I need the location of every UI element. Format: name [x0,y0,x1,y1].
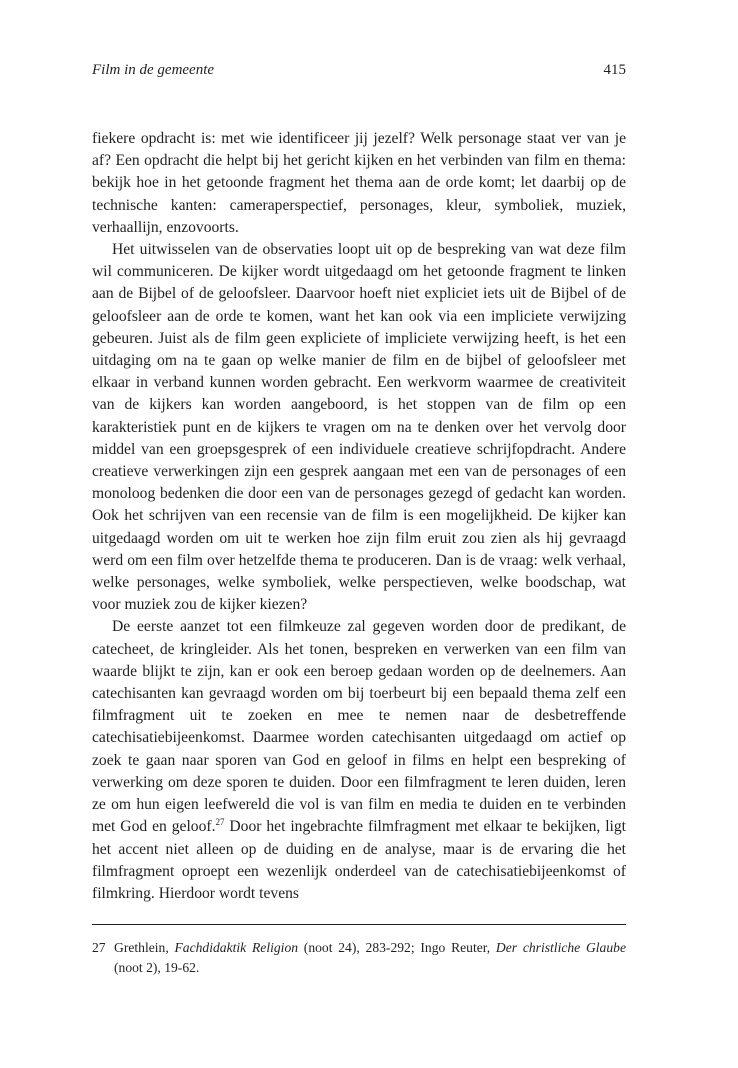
footnote-ref-1: (noot 24), 283-292; Ingo Reuter, [298,940,496,955]
paragraph-2: Het uitwisselen van de observaties loopt uit op de bespreking van wat deze film wil communiceren. De kijker wordt uitgedaagd om het getoonde fragment te linken aan de Bijbel of de geloofsleer. Daarvoor hoeft niet expliciet iets uit de Bijbel of de geloofsleer aan de orde te komen, want het kan ook via een impliciete verwijzing gebeuren. Juist als de film geen expliciete of impliciete verwijzing heeft, is het een uitdaging om na te gaan op welke manier de film en de bijbel of geloofsleer met elkaar in verband kunnen worden gebracht. Een werkvorm waarmee de creativiteit van de kijkers kan worden aangeboord, is het stoppen van de film op een karakteristiek punt en de kijkers te vragen om na te denken over het vervolg door middel van een groepsgesprek of een individuele creatieve schrijfopdracht. Andere creatieve verwerkingen zijn een gesprek aangaan met een van de personages of een monoloog bedenken die door een van de personages gezegd of gedacht kan worden. Ook het schrijven van een recensie van de film is een mogelijkheid. De kijker kan uitgedaagd worden om uit te werken hoe zijn film eruit zou zien als hij gevraagd werd om een film over hetzelfde thema te produceren. Dan is de vraag: welk verhaal, welke personages, welke symboliek, welke perspectieven, welke boodschap, wat voor muziek zou de kijker kiezen? [92,241,626,614]
page-number: 415 [603,62,626,78]
footnote-reference-27[interactable]: 27 [215,817,225,828]
paragraph-3-text: De eerste aanzet tot een filmkeuze zal gegeven worden door de predikant, de catecheet, de kringleider. Als het tonen, bespreken en verwerken van een film van waarde blijkt te zijn, kan er ook een beroep gedaan worden op de deelnemers. Aan catechisanten kan gevraagd worden om bij toerbeurt bij een bepaald thema zelf een filmfragment uit te zoeken en mee te nemen naar de desbetreffende catechisatiebijeenkomst. Daarmee worden catechisanten uitgedaagd om actief op zoek te gaan naar sporen van God en geloof in films en helpt een bespreking of verwerking om deze sporen te duiden. Door een filmfragment te leren duiden, leren ze om hun eigen leefwereld die vol is van film en media te duiden en te verbinden met God en geloof. [92,618,626,836]
paragraph-1: fiekere opdracht is: met wie identificeer jij jezelf? Welk personage staat ver van je af? Een opdracht die helpt bij het gericht kijken en het verbinden van film en thema: bekijk hoe in het getoonde fragment het thema aan de orde komt; let daarbij op de technische kanten: cameraperspectief, personages, kleur, symboliek, muziek, verhaallijn, enzovoorts. [92,130,626,236]
footnote-27 [92,938,626,978]
footnote-divider [92,924,626,925]
footnote-number: 27 [92,940,106,955]
paragraph-3-continuation: Door het ingebrachte filmfragment met elkaar te bekijken, ligt het accent niet alleen op de duiding en de analyse, maar is de ervaring die het filmfragment oproept een wezenlijk onderdeel van de catechisatiebijeenkomst of filmkring. Hierdoor wordt tevens [92,818,626,902]
footnote-title-1: Fachdidaktik Religion [174,940,299,955]
running-title: Film in de gemeente [92,62,215,78]
running-head [92,62,626,84]
footnote-author: Grethlein, [114,940,175,955]
footnote-text [114,938,626,978]
paragraph-3 [92,616,626,905]
body-text [92,128,626,905]
footnote-title-2: Der christliche Glaube [495,940,626,955]
footnote-ref-2: (noot 2), 19-62. [114,960,200,975]
